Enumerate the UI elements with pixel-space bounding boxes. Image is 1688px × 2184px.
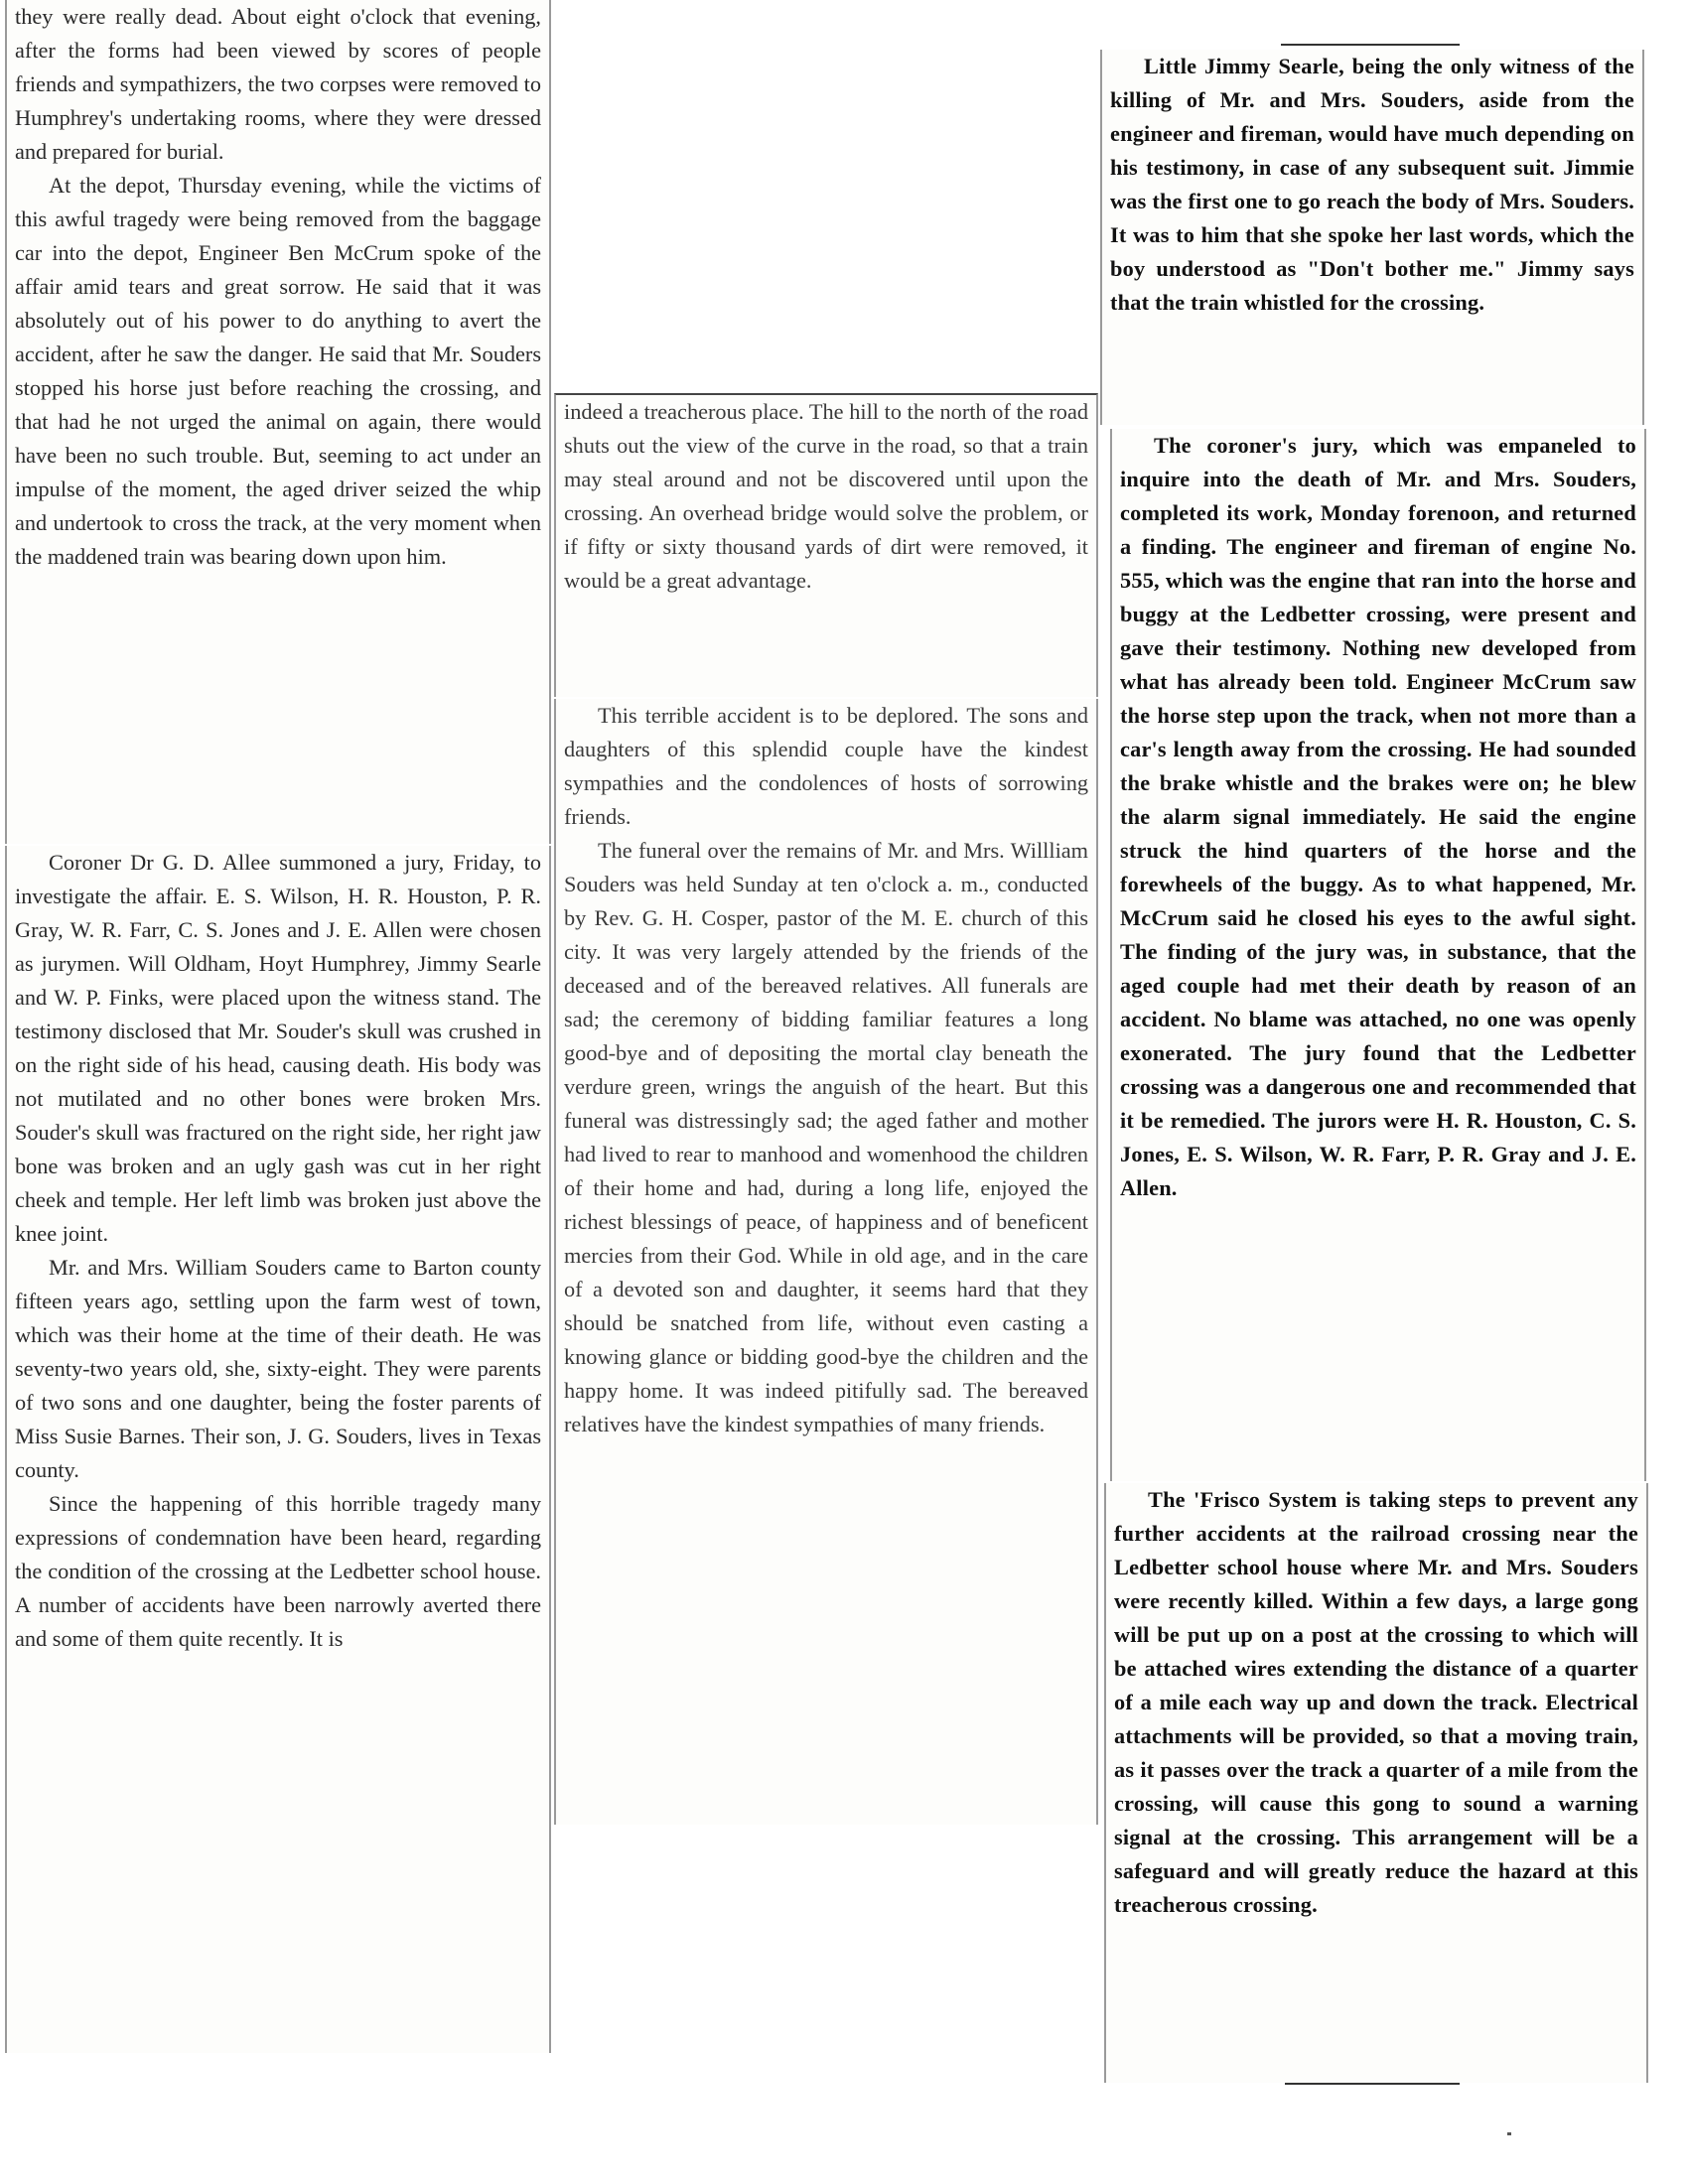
article-paragraph: The coroner's jury, which was empaneled to inquire into the death of Mr. and Mrs. Souders, completed its work, Monday forenoon, and returned a finding. The engineer and fireman of engine No. 555, which was the engine that ran into the horse and buggy at the Ledbetter crossing, were present and gave their testimony. Nothing new developed from what has already been told. Engineer McCrum saw the horse step upon the track, when not more than a car's length away from the crossing. He had sounded the brake whistle and the brakes were on; he blew the alarm signal immediately. He said the engine struck the hind quarters of the horse and the forewheels of the buggy. As to what happened, Mr. McCrum said he closed his eyes to the awful sight. The finding of the jury was, in substance, that the aged couple had met their death by reason of an accident. No blame was attached, no one was openly exonerated. The jury found that the Ledbetter crossing was a dangerous one and recommended that it be remedied. The jurors were H. R. Houston, C. S. Jones, E. S. Wilson, W. R. Farr, P. R. Gray and J. E. Allen. [1120, 433, 1636, 1200]
clipping-right-middle [1110, 429, 1646, 1481]
clipping-left-top [5, 0, 551, 844]
article-paragraph: The 'Frisco System is taking steps to prevent any further accidents at the railroad crossing near the Ledbetter school house where Mr. and Mrs. Souders were recently killed. Within a few days, a large gong will be put up on a post at the crossing to which will be attached wires extending the distance of a quarter of a mile each way up and down the track. Electrical attachments will be provided, so that a moving train, as it passes over the track a quarter of a mile from the crossing, will cause this gong to sound a warning signal at the crossing. This arrangement will be a safeguard and will greatly reduce the hazard at this treacherous crossing. [1114, 1487, 1638, 1917]
clipping-middle-bottom [554, 699, 1098, 1825]
clipping-right-top [1100, 50, 1644, 425]
article-paragraph: At the depot, Thursday evening, while the victims of this awful tragedy were being removed from the baggage car into the depot, Engineer Ben McCrum spoke of the affair amid tears and great sorrow. He said that it was absolutely out of his power to do anything to avert the accident, after he saw the danger. He said that Mr. Souders stopped his horse just before reaching the crossing, and that had he not urged the animal on again, there would have been no such trouble. But, seeming to act under an impulse of the moment, the aged driver seized the whip and undertook to cross the track, at the very moment when the maddened train was bearing down upon him. [15, 173, 541, 569]
article-paragraph: The funeral over the remains of Mr. and Mrs. Willliam Souders was held Sunday at ten o'clock a. m., conducted by Rev. G. H. Cosper, pastor of the M. E. church of this city. It was very largely attended by the friends of the deceased and of the bereaved relatives. All funerals are sad; the ceremony of bidding familiar features a long good-bye and of depositing the mortal clay beneath the verdure green, wrings the anguish of the heart. But this funeral was distressingly sad; the aged father and mother had lived to rear to manhood and womenhood the children of their home and had, during a long life, enjoyed the richest blessings of peace, of happiness and of beneficent mercies from their God. While in old age, and in the care of a devoted son and daughter, it seems hard that they should be snatched from life, without even casting a knowing glance or bidding good-bye the children and the happy home. It was indeed pitifully sad. The bereaved relatives have the kindest sympathies of many friends. [564, 838, 1088, 1436]
article-paragraph: Little Jimmy Searle, being the only witness of the killing of Mr. and Mrs. Souders, aside from the engineer and fireman, would have much depending on his testimony, in case of any subsequent suit. Jimmie was the first one to go reach the body of Mrs. Souders. It was to him that she spoke her last words, which the boy understood as "Don't bother me." Jimmy says that the train whistled for the crossing. [1110, 54, 1634, 315]
article-paragraph: This terrible accident is to be deplored. The sons and daughters of this splendid couple have the kindest sympathies and the condolences of hosts of sorrowing friends. [564, 703, 1088, 829]
article-paragraph: Coroner Dr G. D. Allee summoned a jury, Friday, to investigate the affair. E. S. Wilson, H. R. Houston, P. R. Gray, W. R. Farr, C. S. Jones and J. E. Allen were chosen as jurymen. Will Oldham, Hoyt Humphrey, Jimmy Searle and W. P. Finks, were placed upon the witness stand. The testimony disclosed that Mr. Souder's skull was crushed in on the right side of his head, causing death. His body was not mutilated and no other bones were broken Mrs. Souder's skull was fractured on the right side, her right jaw bone was broken and an ugly gash was cut in her right cheek and temple. Her left limb was broken just above the knee joint. [15, 850, 541, 1246]
article-paragraph: they were really dead. About eight o'clock that evening, after the forms had been viewed by scores of people friends and sympathizers, the two corpses were removed to Humphrey's undertaking rooms, where they were dressed and prepared for burial. [15, 4, 541, 164]
clipping-middle-top [554, 393, 1098, 697]
scan-speck [1507, 2132, 1511, 2135]
column-rule-top [1281, 44, 1460, 46]
article-paragraph: indeed a treacherous place. The hill to the north of the road shuts out the view of the curve in the road, so that a train may steal around and not be discovered until upon the crossing. An overhead bridge would solve the problem, or if fifty or sixty thousand yards of dirt were removed, it would be a great advantage. [564, 399, 1088, 593]
column-rule-bottom [1285, 2083, 1460, 2085]
article-paragraph: Mr. and Mrs. William Souders came to Barton county fifteen years ago, settling upon the farm west of town, which was their home at the time of their death. He was seventy-two years old, she, sixty-eight. They were parents of two sons and one daughter, being the foster parents of Miss Susie Barnes. Their son, J. G. Souders, lives in Texas county. [15, 1255, 541, 1482]
clipping-right-bottom [1104, 1483, 1648, 2083]
clipping-left-bottom [5, 846, 551, 2053]
article-paragraph: Since the happening of this horrible tragedy many expressions of condemnation have been heard, regarding the condition of the crossing at the Ledbetter school house. A number of accidents have been narrowly averted there and some of them quite recently. It is [15, 1491, 541, 1651]
